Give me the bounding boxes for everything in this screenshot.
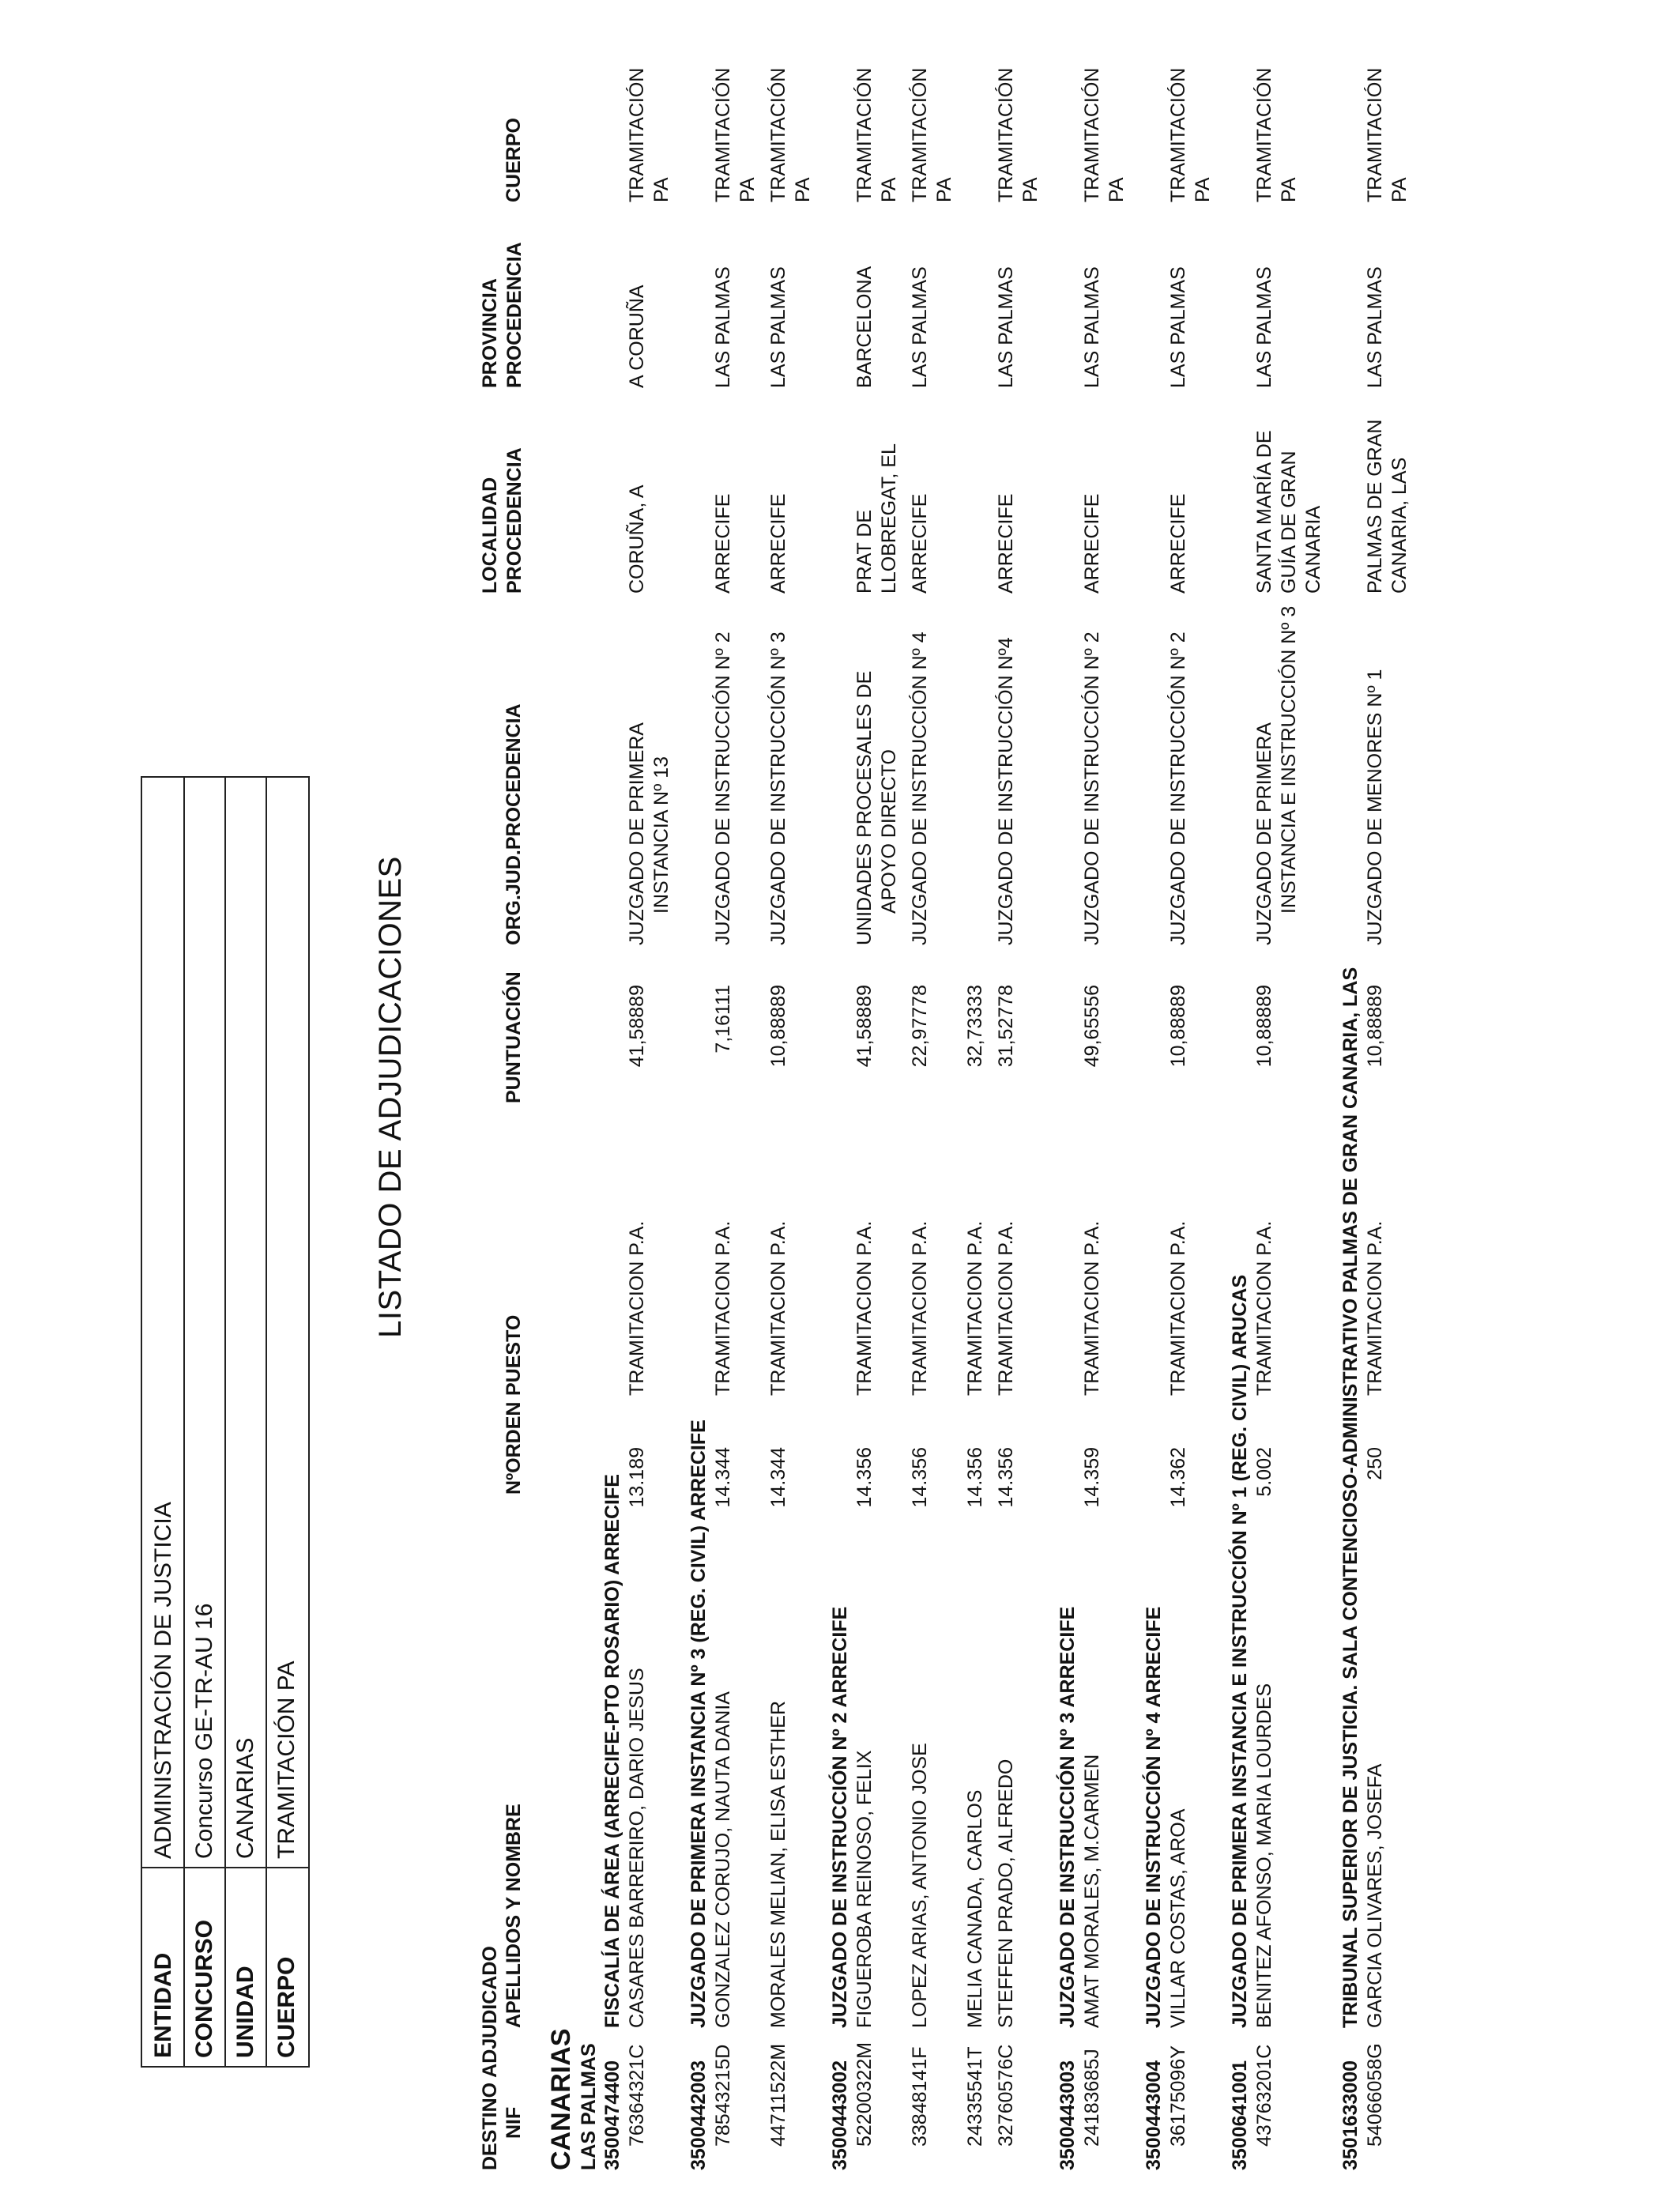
row-puntuacion: 41,58889 [626, 985, 648, 1068]
row-cuerpo-line2: PA [1278, 177, 1300, 202]
row-provincia: LAS PALMAS [995, 266, 1017, 388]
row-cuerpo: TRAMITACIÓN [712, 67, 734, 202]
row-localidad: ARRECIFE [995, 493, 1017, 594]
info-value: CANARIAS [232, 1737, 258, 1859]
row-orden: 14.356 [853, 1447, 876, 1508]
header-provincia-line2: PROCEDENCIA [503, 242, 525, 388]
header-norden: NºORDEN [503, 1401, 525, 1495]
row-cuerpo-line2: PA [1106, 177, 1128, 202]
row-org-line2: INSTANCIA Nº 13 [650, 756, 672, 914]
row-nif: 44711522M [767, 2043, 789, 2147]
row-localidad: ARRECIFE [712, 493, 734, 594]
info-row-concurso [183, 778, 226, 2066]
row-org: JUZGADO DE INSTRUCCIÓN Nº 2 [1081, 631, 1103, 945]
row-org-line2: APOYO DIRECTO [878, 749, 900, 914]
row-puesto: TRAMITACION P.A. [1081, 1220, 1103, 1396]
group-code: 3501633000 [1339, 2060, 1362, 2170]
row-puntuacion: 41,58889 [853, 985, 876, 1068]
row-nombre: CASARES BARRERIRO, DARIO JESUS [626, 1668, 648, 2028]
row-provincia: LAS PALMAS [1167, 266, 1189, 388]
row-nif: 76364321C [626, 2044, 648, 2147]
header-provincia-line1: PROVINCIA [479, 278, 501, 388]
row-puntuacion: 31,52778 [995, 985, 1017, 1068]
row-localidad: ARRECIFE [1081, 493, 1103, 594]
row-puntuacion: 22,97778 [909, 985, 931, 1068]
row-nif: 33848141F [909, 2046, 931, 2147]
row-nombre: AMAT MORALES, M.CARMEN [1081, 1754, 1103, 2028]
group-code: 3500474400 [601, 2060, 623, 2170]
row-orden: 14.356 [964, 1447, 986, 1508]
row-provincia: LAS PALMAS [1081, 266, 1103, 388]
info-value: TRAMITACIÓN PA [273, 1661, 299, 1859]
header-localidad-line1: LOCALIDAD [479, 477, 501, 594]
row-puesto: TRAMITACION P.A. [767, 1220, 789, 1396]
group-name: JUZGADO DE PRIMERA INSTANCIA Nº 3 (REG. CIVIL) ARRECIFE [687, 1419, 710, 2028]
header-provincia [478, 242, 526, 388]
row-nif: 36175096Y [1167, 2045, 1189, 2147]
row-nombre: GARCIA OLIVARES, JOSEFA [1364, 1763, 1386, 2028]
row-orden: 14.362 [1167, 1447, 1189, 1508]
row-nombre: VILLAR COSTAS, AROA [1167, 1808, 1189, 2028]
header-cuerpo: CUERPO [503, 118, 525, 202]
row-localidad-line2: CANARIA, LAS [1388, 457, 1411, 594]
info-value: ADMINISTRACIÓN DE JUSTICIA [150, 1502, 176, 1859]
group-name: FISCALÍA DE ÁREA (ARRECIFE-PTO ROSARIO) ARRECIFE [601, 1474, 623, 2028]
row-localidad: PALMAS DE GRAN [1364, 419, 1386, 594]
group-name: JUZGADO DE INSTRUCCIÓN Nº 3 ARRECIFE [1057, 1606, 1079, 2028]
row-orden: 14.359 [1081, 1447, 1103, 1508]
row-localidad: PRAT DE [853, 509, 876, 594]
row-puesto: TRAMITACION P.A. [964, 1220, 986, 1396]
row-provincia: LAS PALMAS [1253, 266, 1275, 388]
row-cuerpo-line2: PA [792, 177, 814, 202]
row-cuerpo-line2: PA [650, 177, 672, 202]
row-orden: 14.344 [767, 1447, 789, 1508]
row-nif: 54066058G [1364, 2043, 1386, 2147]
region-label: CANARIAS [546, 2028, 576, 2170]
group-code: 3500443004 [1143, 2060, 1165, 2170]
row-provincia: A CORUÑA [626, 285, 648, 388]
row-provincia: LAS PALMAS [767, 266, 789, 388]
row-puesto: TRAMITACION P.A. [909, 1220, 931, 1396]
row-localidad: SANTA MARÍA DE [1253, 430, 1275, 594]
info-label: UNIDAD [232, 1966, 258, 2058]
group-name: JUZGADO DE INSTRUCCIÓN Nº 2 ARRECIFE [829, 1606, 851, 2028]
row-org: JUZGADO DE INSTRUCCIÓN Nº 3 [767, 631, 789, 945]
province-label: LAS PALMAS [578, 2043, 600, 2170]
row-puesto: TRAMITACION P.A. [1167, 1220, 1189, 1396]
row-nombre: FIGUEROBA REINOSO, FELIX [853, 1750, 876, 2028]
row-cuerpo-line2: PA [1019, 177, 1042, 202]
row-cuerpo-line2: PA [1388, 177, 1411, 202]
row-nombre: LOPEZ ARIAS, ANTONIO JOSE [909, 1743, 931, 2028]
info-label: ENTIDAD [150, 1952, 176, 2058]
row-cuerpo-line2: PA [933, 177, 955, 202]
row-puntuacion: 49,65556 [1081, 985, 1103, 1068]
row-nif: 24183685J [1081, 2049, 1103, 2147]
row-cuerpo: TRAMITACIÓN [1364, 67, 1386, 202]
row-org: JUZGADO DE PRIMERA [1253, 722, 1275, 945]
info-label: CONCURSO [191, 1919, 217, 2058]
row-localidad: ARRECIFE [767, 493, 789, 594]
row-orden: 14.344 [712, 1447, 734, 1508]
row-nif: 24335541T [964, 2046, 986, 2147]
row-puesto: TRAMITACION P.A. [712, 1220, 734, 1396]
row-cuerpo: TRAMITACIÓN [909, 67, 931, 202]
row-cuerpo: TRAMITACIÓN [1081, 67, 1103, 202]
row-orden: 5.002 [1253, 1447, 1275, 1497]
header-nif: NIF [503, 2106, 525, 2139]
row-org: UNIDADES PROCESALES DE [853, 670, 876, 945]
row-puesto: TRAMITACION P.A. [853, 1220, 876, 1396]
row-puntuacion: 10,88889 [1167, 985, 1189, 1068]
header-localidad [478, 447, 526, 594]
row-org: JUZGADO DE INSTRUCCIÓN Nº 2 [1167, 631, 1189, 945]
row-nif: 52200322M [853, 2041, 876, 2147]
row-cuerpo: TRAMITACIÓN [853, 67, 876, 202]
row-cuerpo-line2: PA [1192, 177, 1214, 202]
row-localidad: ARRECIFE [909, 493, 931, 594]
row-nombre: MELIA CANADA, CARLOS [964, 1789, 986, 2028]
row-localidad-line3: CANARIA [1302, 505, 1324, 594]
info-row-unidad [224, 778, 267, 2066]
row-org: JUZGADO DE MENORES Nº 1 [1364, 669, 1386, 945]
group-code: 3500442003 [687, 2060, 710, 2170]
row-orden: 250 [1364, 1447, 1386, 1480]
row-cuerpo: TRAMITACIÓN [767, 67, 789, 202]
info-box [141, 776, 310, 2068]
row-org: JUZGADO DE INSTRUCCIÓN Nº 4 [909, 631, 931, 945]
row-provincia: LAS PALMAS [1364, 266, 1386, 388]
row-puntuacion: 10,88889 [1364, 985, 1386, 1068]
row-cuerpo-line2: PA [736, 177, 759, 202]
row-cuerpo: TRAMITACIÓN [1167, 67, 1189, 202]
info-row-cuerpo [266, 778, 307, 2066]
row-puesto: TRAMITACION P.A. [995, 1220, 1017, 1396]
row-org: JUZGADO DE INSTRUCCIÓN Nº 2 [712, 631, 734, 945]
header-puntuacion: PUNTUACIÓN [503, 971, 525, 1103]
row-puntuacion: 10,88889 [767, 985, 789, 1068]
row-localidad-line2: GUÍA DE GRAN [1278, 450, 1300, 594]
row-org: JUZGADO DE PRIMERA [626, 722, 648, 945]
row-orden: 14.356 [909, 1447, 931, 1508]
row-cuerpo: TRAMITACIÓN [1253, 67, 1275, 202]
row-cuerpo: TRAMITACIÓN [626, 67, 648, 202]
info-label: CUERPO [273, 1956, 299, 2058]
row-puesto: TRAMITACION P.A. [1364, 1220, 1386, 1396]
row-org: JUZGADO DE INSTRUCCIÓN Nº4 [995, 637, 1017, 945]
group-name: JUZGADO DE PRIMERA INSTANCIA E INSTRUCCIÓN Nº 1 (REG. CIVIL) ARUCAS [1229, 1274, 1251, 2028]
row-nombre: GONZALEZ CORUJO, NAUTA DANIA [712, 1691, 734, 2028]
row-localidad: CORUÑA, A [626, 484, 648, 594]
row-puntuacion: 32,73333 [964, 985, 986, 1068]
row-puntuacion: 10,88889 [1253, 985, 1275, 1068]
row-cuerpo: TRAMITACIÓN [995, 67, 1017, 202]
row-orden: 14.356 [995, 1447, 1017, 1508]
row-orden: 13.189 [626, 1447, 648, 1508]
row-provincia: LAS PALMAS [909, 266, 931, 388]
row-nombre: BENITEZ AFONSO, MARIA LOURDES [1253, 1683, 1275, 2028]
info-value: Concurso GE-TR-AU 16 [191, 1603, 217, 1859]
row-nif: 78543215D [712, 2044, 734, 2147]
row-provincia: BARCELONA [853, 266, 876, 388]
row-localidad: ARRECIFE [1167, 493, 1189, 594]
header-destino: DESTINO ADJUDICADO [479, 1946, 501, 2170]
row-nombre: STEFFEN PRADO, ALFREDO [995, 1759, 1017, 2028]
group-code: 3500641001 [1229, 2060, 1251, 2170]
row-puesto: TRAMITACION P.A. [1253, 1220, 1275, 1396]
header-orgjud: ORG.JUD.PROCEDENCIA [503, 703, 525, 945]
row-nif: 43763201C [1253, 2044, 1275, 2147]
row-provincia: LAS PALMAS [712, 266, 734, 388]
document-title: LISTADO DE ADJUDICACIONES [373, 856, 408, 1338]
header-localidad-line2: PROCEDENCIA [503, 447, 525, 594]
row-nombre: MORALES MELIAN, ELISA ESTHER [767, 1700, 789, 2028]
group-code: 3500443002 [829, 2060, 851, 2170]
row-puntuacion: 7,16111 [712, 985, 734, 1054]
row-localidad-line2: LLOBREGAT, EL [878, 443, 900, 594]
header-puesto: PUESTO [503, 1314, 525, 1396]
header-apellidos: APELLIDOS Y NOMBRE [503, 1804, 525, 2028]
row-nif: 32760576C [995, 2044, 1017, 2147]
row-org-line2: INSTANCIA E INSTRUCCIÓN Nº 3 [1278, 605, 1300, 914]
group-code: 3500443003 [1057, 2060, 1079, 2170]
row-puesto: TRAMITACION P.A. [626, 1220, 648, 1396]
group-name: JUZGADO DE INSTRUCCIÓN Nº 4 ARRECIFE [1143, 1606, 1165, 2028]
row-cuerpo-line2: PA [878, 177, 900, 202]
group-name: TRIBUNAL SUPERIOR DE JUSTICIA. SALA CONTENCIOSO-ADMINISTRATIVO PALMAS DE GRAN CANARIA, LAS [1339, 967, 1362, 2028]
info-row-entidad [142, 778, 185, 2066]
